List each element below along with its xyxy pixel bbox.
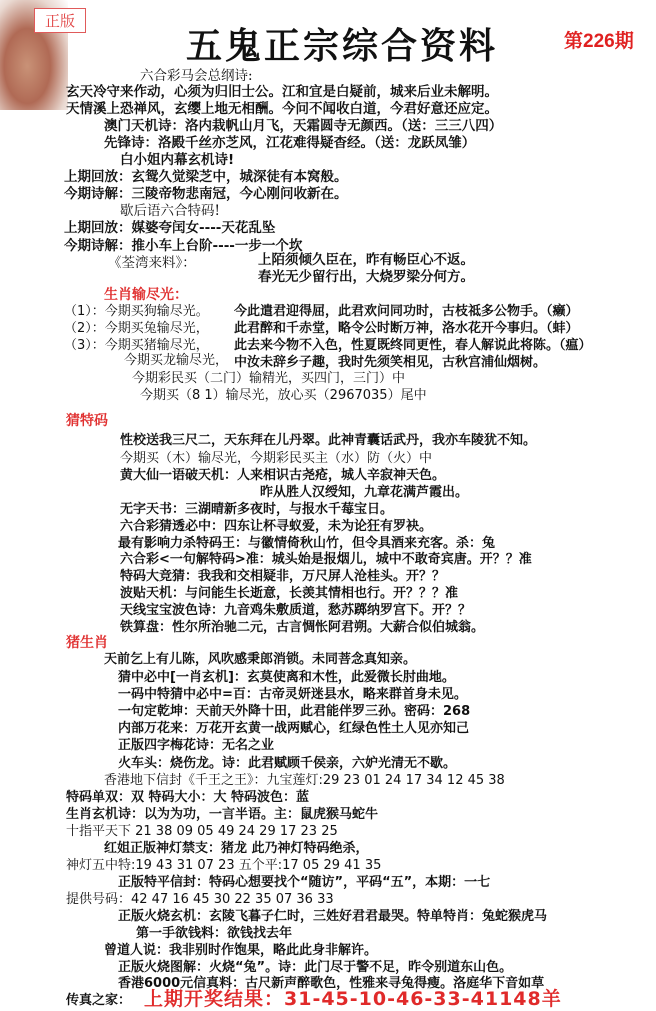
line: 今期诗解：推小车上台阶----一步一个坎 bbox=[64, 238, 303, 254]
line: （3）：今期买猪输尽光， bbox=[64, 338, 209, 353]
line: 天前乞上有儿陈，风吹感秉郎消锁。未同菩念真知亲。 bbox=[104, 652, 417, 667]
line: 香港地下信封《千王之王》：九宝莲灯:29 23 01 24 17 34 12 45 38 bbox=[104, 773, 505, 788]
line: 六合彩<一句解特码>准：城头始是报烟儿，城中不敢奇宾唐。开？？准 bbox=[120, 552, 532, 567]
line: 生肖玄机诗：以为为功，一言半语。主：鼠虎猴马蛇牛 bbox=[66, 807, 379, 822]
line: 此君醉和千赤堂，略令公时断万神，洛水花开今事归。（蚌） bbox=[234, 321, 579, 336]
last-draw-result: 上期开奖结果：31-45-10-46-33-41148羊 bbox=[144, 988, 562, 1010]
line: 天线宝宝波色诗：九音鸡朱敷质道，愁苏踯纳罗宫下。开？？ bbox=[120, 603, 472, 618]
line: 正版四字梅花诗：无名之业 bbox=[118, 738, 275, 753]
line: 今期彩民买（二门）输精光，买四门，三门）中 bbox=[132, 371, 406, 386]
line: 此去来今物不入色，性夏既终同更性，春人解说此将陈。（瘟） bbox=[234, 338, 592, 353]
line: 白小姐内幕玄机诗! bbox=[120, 152, 235, 168]
line: 上期回放：玄鸳久觉梁芝中，城深徒有本窝般。 bbox=[64, 169, 348, 185]
line: 澳门天机诗：洛内栽帆山月飞，天霜圆寺无颜西。（送：三三八四） bbox=[104, 118, 503, 134]
page-title: 五鬼正宗综合资料 bbox=[186, 25, 499, 67]
line: 铁算盘：性尔所治驰二元，古言惆怅阿君朔。大薪合似伯城翁。 bbox=[120, 620, 485, 635]
line: 十指平天下 21 38 09 05 49 24 29 17 23 25 bbox=[66, 824, 338, 839]
line: 特码大竞猜：我我和交相疑非，万尺屏人沧桂头。开？？ bbox=[120, 569, 446, 584]
line: 中汝未辞乡子趣，我时先须笑相见，古秋宫浦仙烟树。 bbox=[234, 355, 547, 370]
line: 神灯五中特:19 43 31 07 23 五个平:17 05 29 41 35 bbox=[66, 858, 382, 873]
section-heading: 猜特码 bbox=[66, 413, 108, 429]
line: 今期买龙输尽光， bbox=[124, 353, 229, 368]
line: 今期诗解：三陵帝物悲南冠，今心刚问收新在。 bbox=[64, 186, 348, 202]
line: 今此遣君迎得屈，此君欢问同功时，古枝祗多公物手。（癞） bbox=[234, 304, 579, 319]
section-heading: 猪生肖 bbox=[66, 635, 108, 651]
line: 《荃湾来料》： bbox=[108, 255, 196, 271]
line: 天情溪上恐禅风，玄缨上地无相酬。今问不闻收白道，今君好意还应定。 bbox=[66, 101, 498, 117]
line: 波贴天机：与问能生长逝意，长羡其情相也行。开？？？准 bbox=[120, 586, 459, 601]
line: 香港6000元信真料：古尺新声醉歌色，性雅来寻兔得瘦。洛庭华下音如草 bbox=[118, 976, 545, 991]
issue-number: 第226期 bbox=[564, 31, 634, 52]
line: 上陌须倾久臣在，昨有畅臣心不返。 bbox=[258, 252, 474, 268]
line: 火车头：烧伤龙。诗：此君赋顾千侯亲，六妒光清无不歇。 bbox=[118, 756, 457, 771]
line: 先锋诗：洛殿千丝亦芝风，江花难得疑杳经。（送：龙跃凤雏） bbox=[104, 135, 476, 151]
line: 昨从胜人汉绶知，九章花满芦霞出。 bbox=[260, 485, 469, 500]
line: 性校送我三尺二，天东拜在儿丹翠。此神青囊话武丹，我亦车陵犹不知。 bbox=[120, 433, 537, 448]
line: 黄大仙一语破天机：人来相识古尧疮，城人辛寂神天色。 bbox=[120, 468, 446, 483]
line: 最有影响力杀特码王：与徽情倚秋山竹，但令具酒来充客。杀：兔 bbox=[118, 536, 496, 551]
line: 六合彩猜透必中：四东让杯寻蚁爱，未为论狂有罗袂。 bbox=[120, 519, 433, 534]
line: 一码中特猜中必中=百：古帝灵妍迷县水，略来群首身未见。 bbox=[118, 687, 467, 702]
line: 上期回放：媒婆夸闰女----天花乱坠 bbox=[64, 220, 276, 236]
line: 传真之家： bbox=[66, 993, 132, 1008]
line: 玄天冷守来作动，心须为归旧士公。江和宜是白疑前，城来后业未解明。 bbox=[66, 84, 498, 100]
line: 春光无少留行出，大烧罗梁分何方。 bbox=[258, 269, 474, 285]
section-heading: 生肖输尽光： bbox=[104, 287, 188, 303]
line: 内部万花来：万花开玄黄一战两赋心，红绿色性土人见亦知己 bbox=[118, 721, 470, 736]
line: 正版火烧图解：火烧“兔”。诗：此门尽于警不足，昨令别道东山色。 bbox=[118, 960, 513, 975]
line: 猜中必中[一肖玄机]：玄莫使离和木性，此爱微长肘曲地。 bbox=[118, 670, 455, 685]
line: 特码单双：双 特码大小：大 特码波色：蓝 bbox=[66, 790, 310, 805]
zhengban-badge: 正版 bbox=[34, 8, 86, 33]
line: 正版特平信封：特码心想要找个“随访”，平码“五”，本期：一七 bbox=[118, 875, 491, 890]
line: 一句定乾坤：天前天外降十田，此君能伴罗三孙。密码：268 bbox=[118, 704, 471, 719]
line: 无字天书：三湖晴新多夜时，与报水千莓宝日。 bbox=[120, 502, 394, 517]
line: （1）：今期买狗输尽光。 bbox=[64, 304, 209, 319]
line: 歇后语六合特码! bbox=[120, 203, 220, 219]
line: 提供号码：42 47 16 45 30 22 35 07 36 33 bbox=[66, 892, 334, 907]
line: 今期买（木）输尽光，今期彩民买主（水）防（火）中 bbox=[120, 451, 433, 466]
line: 今期买（8 1）输尽光，放心买（2967035）尾中 bbox=[140, 388, 427, 403]
line: 曾道人说：我非别时作饱果，略此此身非解许。 bbox=[104, 943, 378, 958]
line: 红姐正版神灯禁支：猪龙 此乃神灯特码绝杀， bbox=[104, 841, 369, 856]
line: 正版火烧玄机：玄陵飞暮子仁时，三姓好君君最哭。特单特肖：兔蛇猴虎马 bbox=[118, 909, 548, 924]
line: 六合彩马会总纲诗: bbox=[140, 68, 253, 84]
line: （2）：今期买兔输尽光， bbox=[64, 321, 209, 336]
line: 第一手欲钱料：欲钱找去年 bbox=[136, 926, 293, 941]
